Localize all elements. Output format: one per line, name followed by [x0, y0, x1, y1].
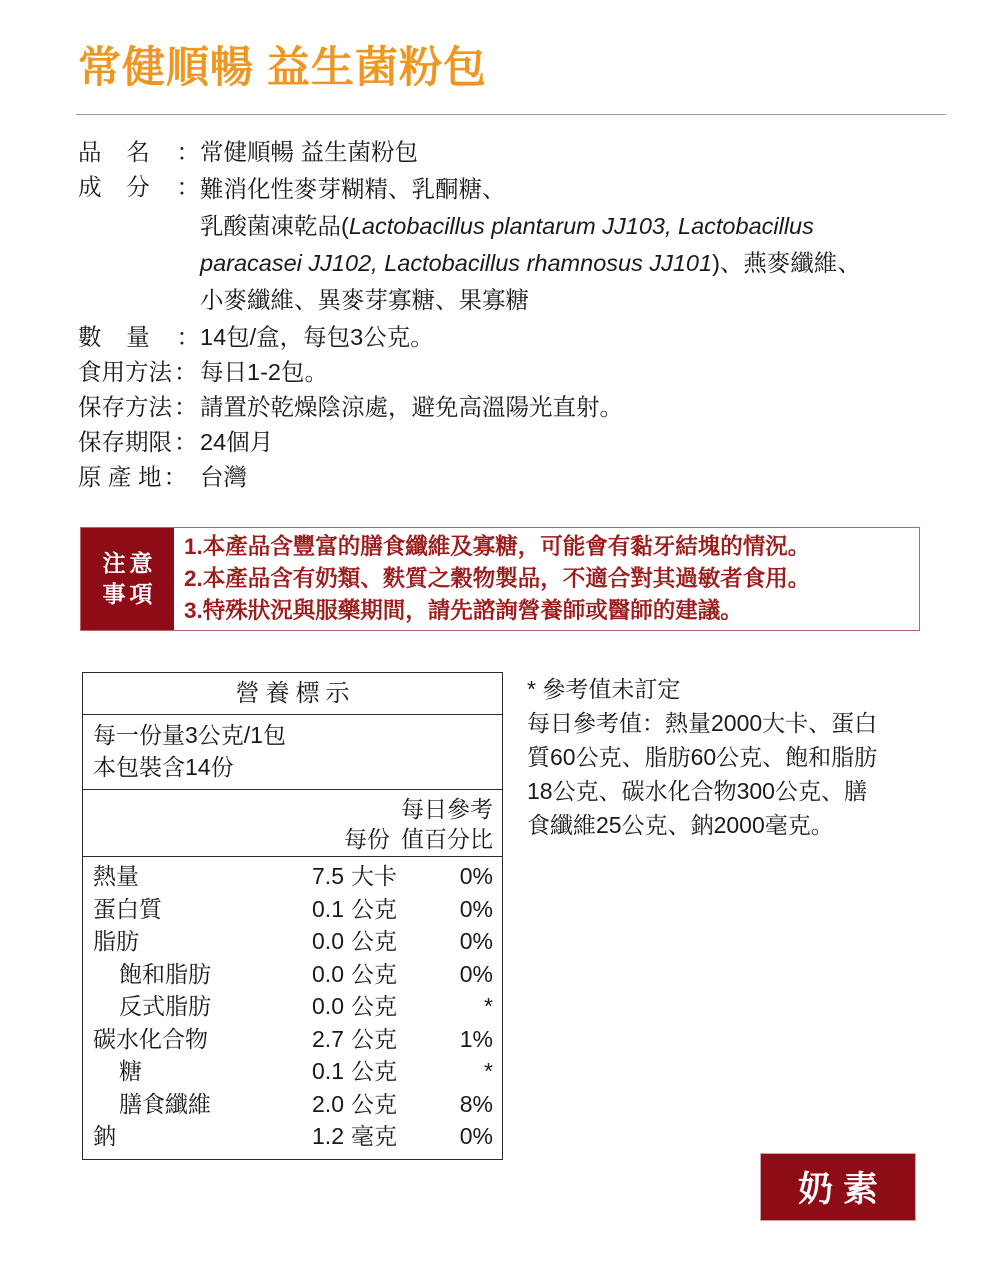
product-spec-list	[78, 136, 958, 496]
nutrient-daily-percent: 8%	[459, 1090, 493, 1117]
nutrient-daily-percent: 0%	[459, 928, 493, 954]
spec-row-product-name	[78, 136, 958, 169]
spec-value-product-name: 常健順暢 益生菌粉包	[200, 139, 419, 165]
nutrient-value: 0.0	[312, 928, 344, 954]
title-divider	[76, 114, 946, 115]
reference-note-line: 每日參考值：熱量2000大卡、蛋白	[527, 710, 878, 736]
page-title: 常健順暢 益生菌粉包	[78, 44, 487, 92]
notice-label-line1: 注意	[102, 550, 157, 576]
nutrient-unit: 公克	[351, 1058, 397, 1084]
nutrient-value: 1.2	[312, 1123, 344, 1149]
daily-reference-note	[527, 672, 937, 842]
spec-label-char: 量	[126, 324, 150, 350]
notice-item: 1.本產品含豐富的膳食纖維及寡糖，可能會有黏牙結塊的情況。	[184, 534, 811, 559]
spec-value-shelf-life: 24個月	[200, 429, 274, 455]
spec-label-text: 保存期限	[78, 429, 172, 455]
spec-label	[78, 321, 200, 354]
ingredient-line-3	[200, 245, 958, 282]
spec-colon: ：	[176, 324, 200, 350]
spec-label	[78, 171, 200, 204]
nutrient-value: 7.5	[312, 863, 344, 889]
spec-value-storage: 請置於乾燥陰涼處，避免高溫陽光直射。	[200, 394, 623, 420]
spec-label-text: 原 產 地	[78, 464, 162, 490]
notice-item: 3.特殊狀況與服藥期間，請先諮詢營養師或醫師的建議。	[184, 598, 743, 623]
nutrient-unit: 公克	[351, 1090, 397, 1117]
nutrient-amount	[272, 925, 397, 958]
nutrient-value: 0.1	[312, 1058, 344, 1084]
spec-label	[78, 461, 200, 494]
nutrient-unit: 毫克	[351, 1123, 397, 1149]
nutrient-unit: 公克	[351, 928, 397, 954]
notice-item: 2.本產品含有奶類、麩質之穀物製品，不適合對其過敏者食用。	[184, 566, 811, 591]
spec-colon: ：	[174, 394, 198, 420]
nutrition-row	[83, 1120, 502, 1153]
ingredient-prefix: 乳酸菌凍乾品(	[200, 213, 349, 239]
vegetarian-type-badge: 奶素	[760, 1153, 916, 1221]
nutrient-name: 蛋白質	[93, 895, 162, 922]
nutrition-row	[83, 860, 502, 893]
ingredient-line-1: 難消化性麥芽糊精、乳酮糖、	[200, 176, 506, 202]
spec-label-char: 分	[126, 174, 150, 200]
nutrient-name: 碳水化合物	[93, 1025, 208, 1052]
spec-label-char: 成	[78, 174, 102, 200]
nutrient-amount	[272, 1120, 397, 1153]
nutrient-unit: 公克	[351, 993, 397, 1019]
nutrient-value: 0.0	[312, 960, 344, 987]
spec-value-ingredients	[200, 171, 958, 319]
spec-label-char: 品	[78, 139, 102, 165]
reference-note-line: 質60公克、脂肪60公克、飽和脂肪	[527, 744, 878, 770]
column-header-per-serving: 每份	[344, 826, 390, 852]
nutrition-row	[83, 893, 502, 926]
spec-label	[78, 136, 200, 169]
nutrient-amount	[272, 990, 397, 1023]
nutrient-amount	[272, 1023, 397, 1056]
ingredient-line-4: 小麥纖維、異麥芽寡糖、果寡糖	[200, 287, 529, 313]
nutrition-row	[83, 925, 502, 958]
spec-value-usage: 每日1-2包。	[200, 359, 328, 385]
reference-note-line: 18公克、碳水化合物300公克、膳	[527, 778, 867, 804]
reference-note-line: 食纖維25公克、鈉2000毫克。	[527, 812, 834, 838]
reference-note-line: * 參考值未訂定	[527, 676, 681, 702]
nutrient-name: 膳食纖維	[119, 1090, 211, 1117]
nutrient-value: 2.7	[312, 1025, 344, 1052]
nutrition-row	[83, 1088, 502, 1121]
nutrition-facts-table	[82, 672, 503, 1160]
nutrient-daily-percent: *	[484, 993, 493, 1019]
spec-label-char: 數	[78, 324, 102, 350]
nutrient-unit: 公克	[351, 960, 397, 987]
spec-label-char: 名	[126, 139, 150, 165]
nutrient-amount	[272, 893, 397, 926]
spec-label	[78, 426, 200, 459]
nutrient-name: 熱量	[93, 863, 139, 889]
spec-colon: ：	[176, 174, 200, 200]
spec-value-quantity: 14包/盒，每包3公克。	[200, 324, 434, 350]
nutrition-serving-block	[83, 715, 502, 790]
spec-label-text: 保存方法	[78, 394, 172, 420]
nutrient-name: 糖	[119, 1058, 142, 1084]
nutrient-daily-percent: 0%	[459, 895, 493, 922]
spec-row-ingredients	[78, 171, 958, 319]
notice-label-block	[81, 528, 174, 630]
nutrient-daily-percent: 0%	[459, 960, 493, 987]
nutrition-rows	[83, 857, 502, 1159]
nutrition-column-headers	[83, 790, 502, 857]
nutrition-table-title: 營養標示	[83, 673, 502, 715]
spec-colon: ：	[174, 429, 198, 455]
nutrient-amount	[272, 860, 397, 893]
spec-colon: ：	[176, 139, 200, 165]
spec-row-usage	[78, 356, 958, 389]
nutrition-row	[83, 958, 502, 991]
nutrient-name: 鈉	[93, 1123, 116, 1149]
nutrient-daily-percent: 1%	[459, 1025, 493, 1052]
spec-row-origin	[78, 461, 958, 494]
ingredient-scientific-name: paracasei JJ102, Lactobacillus rhamnosus JJ101	[200, 250, 713, 276]
spec-value-origin: 台灣	[200, 464, 247, 490]
spec-label	[78, 391, 200, 424]
nutrient-amount	[272, 1088, 397, 1121]
spec-label-text: 食用方法	[78, 359, 172, 385]
column-header-daily-line2: 值百分比	[401, 826, 493, 852]
nutrient-name: 脂肪	[93, 928, 139, 954]
nutrient-value: 2.0	[312, 1090, 344, 1117]
nutrient-name: 飽和脂肪	[119, 960, 211, 987]
spec-label	[78, 356, 200, 389]
ingredient-scientific-name: Lactobacillus plantarum JJ103, Lactobacillus	[348, 213, 814, 239]
nutrient-amount	[272, 958, 397, 991]
nutrient-unit: 大卡	[351, 863, 397, 889]
notice-label-line2: 事項	[102, 581, 157, 607]
spec-row-shelf-life	[78, 426, 958, 459]
ingredient-line-2	[200, 208, 958, 245]
nutrition-header-top-row	[83, 794, 502, 824]
column-header-daily-line1: 每日參考	[401, 796, 493, 822]
nutrient-unit: 公克	[351, 895, 397, 922]
spec-row-storage	[78, 391, 958, 424]
nutrition-row	[83, 990, 502, 1023]
servings-per-container: 本包裝含14份	[93, 754, 234, 780]
spec-colon: ：	[174, 359, 198, 385]
serving-size: 每一份量3公克/1包	[93, 722, 286, 748]
notice-box	[80, 527, 920, 631]
nutrient-value: 0.1	[312, 895, 344, 922]
nutrient-daily-percent: *	[484, 1058, 493, 1084]
spec-colon: ：	[163, 464, 188, 490]
notice-body	[174, 528, 919, 630]
ingredient-suffix: )、燕麥纖維、	[712, 250, 861, 276]
nutrient-value: 0.0	[312, 993, 344, 1019]
nutrient-daily-percent: 0%	[459, 1123, 493, 1149]
nutrient-unit: 公克	[351, 1025, 397, 1052]
nutrition-header-bottom-row	[83, 824, 502, 854]
nutrition-row	[83, 1055, 502, 1088]
nutrient-name: 反式脂肪	[119, 993, 211, 1019]
nutrient-daily-percent: 0%	[459, 863, 493, 889]
nutrient-amount	[272, 1055, 397, 1088]
spec-row-quantity	[78, 321, 958, 354]
nutrition-row	[83, 1023, 502, 1056]
